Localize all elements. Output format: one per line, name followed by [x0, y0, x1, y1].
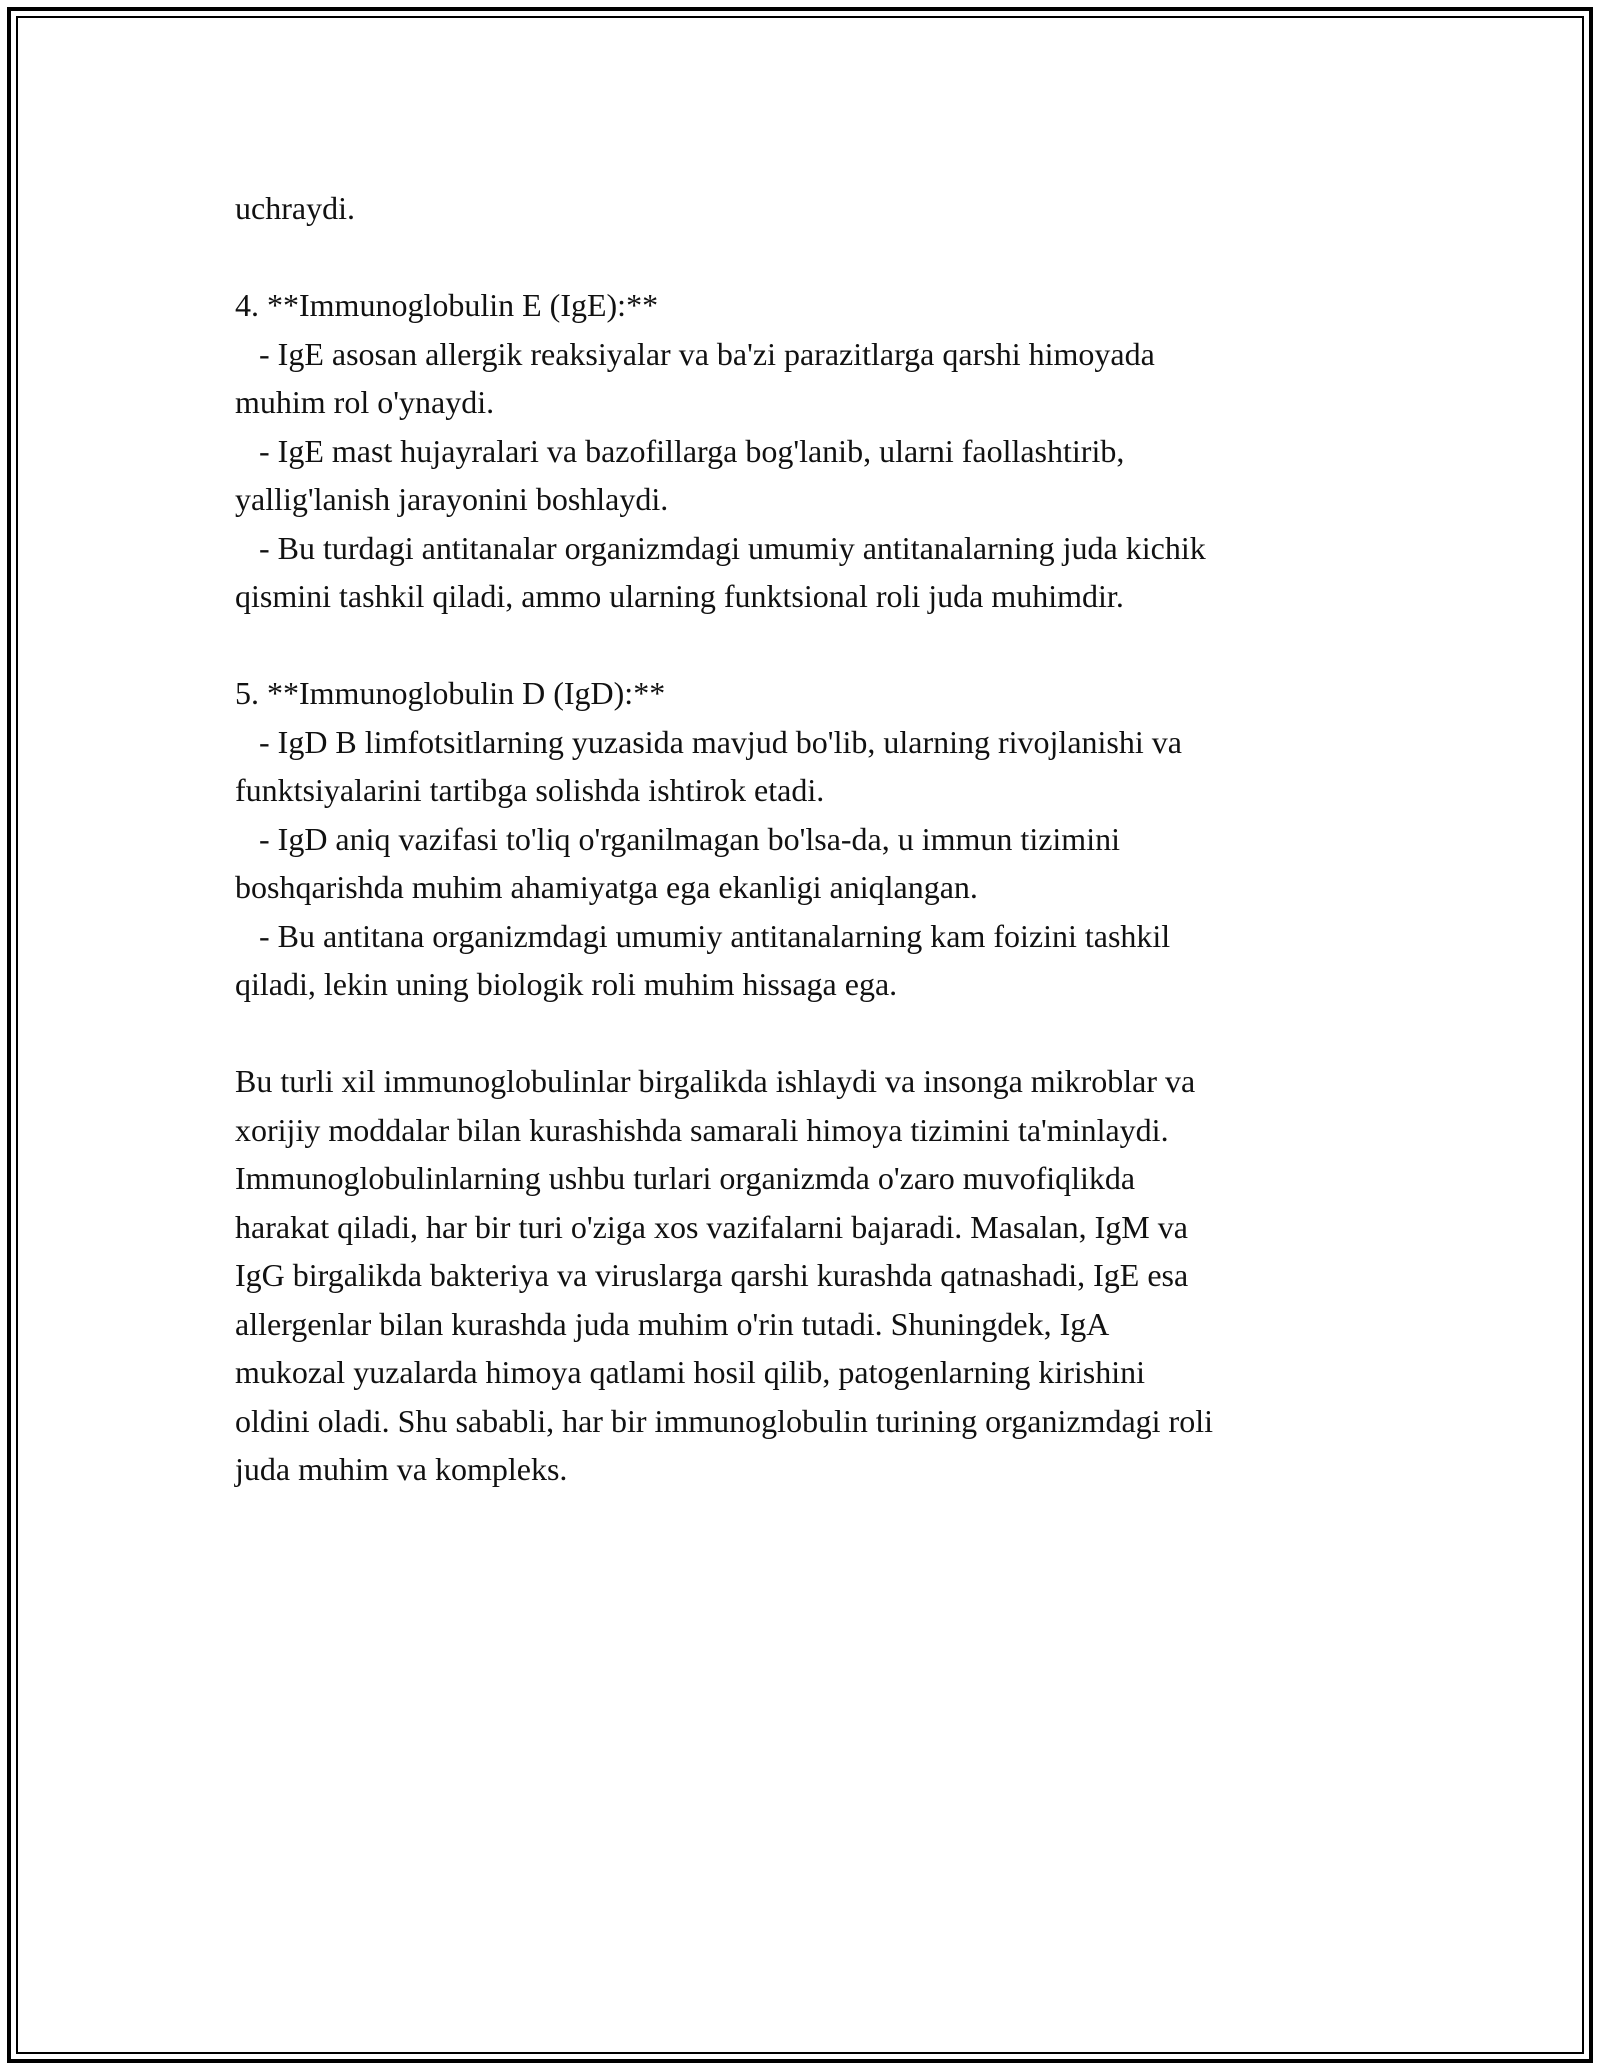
text-line: harakat qiladi, har bir turi o'ziga xos vazifalarni bajaradi. Masalan, IgM va — [235, 1208, 1188, 1245]
document-body — [235, 184, 1365, 1494]
text-line: Immunoglobulinlarning ushbu turlari organizmda o'zaro muvofiqlikda — [235, 1160, 1136, 1196]
section-heading-ige: 4. **Immunoglobulin E (IgE):** — [235, 287, 659, 323]
text-line: qiladi, lekin uning biologik roli muhim hissaga ega. — [235, 966, 898, 1002]
paragraph-gap — [235, 621, 1365, 670]
text-line: - IgD aniq vazifasi to'liq o'rganilmagan bo'lsa-da, u immun tizimini — [235, 820, 1120, 857]
text-line: - Bu antitana organizmdagi umumiy antitanalarning kam foizini tashkil — [235, 917, 1171, 954]
text-line: oldini oladi. Shu sababli, har bir immunoglobulin turining organizmdagi roli — [235, 1402, 1213, 1439]
text-line: qismini tashkil qiladi, ammo ularning funktsional roli juda muhimdir. — [235, 578, 1124, 614]
text-line: allergenlar bilan kurashda juda muhim o'rin tutadi. Shuningdek, IgA — [235, 1305, 1110, 1342]
section-heading-igd: 5. **Immunoglobulin D (IgD):** — [235, 675, 666, 711]
text-line: Bu turli xil immunoglobulinlar birgalikda ishlaydi va insonga mikroblar va — [235, 1063, 1196, 1099]
text-line: - IgD B limfotsitlarning yuzasida mavjud bo'lib, ularning rivojlanishi va — [235, 723, 1182, 760]
text-line: uchraydi. — [235, 190, 355, 226]
text-line: - IgE mast hujayralari va bazofillarga bog'lanib, ularni faollashtirib, — [235, 432, 1125, 469]
text-line: juda muhim va kompleks. — [235, 1451, 568, 1487]
text-line: muhim rol o'ynaydi. — [235, 384, 495, 420]
text-line: IgG birgalikda bakteriya va viruslarga qarshi kurashda qatnashadi, IgE esa — [235, 1257, 1189, 1293]
text-line: - Bu turdagi antitanalar organizmdagi umumiy antitanalarning juda kichik — [235, 529, 1206, 566]
paragraph-gap — [235, 1009, 1365, 1058]
text-line: boshqarishda muhim ahamiyatga ega ekanligi aniqlangan. — [235, 869, 978, 905]
text-line: funktsiyalarini tartibga solishda ishtirok etadi. — [235, 772, 825, 808]
text-line: mukozal yuzalarda himoya qatlami hosil qilib, patogenlarning kirishini — [235, 1354, 1146, 1390]
paragraph-gap — [235, 233, 1365, 282]
text-line: yallig'lanish jarayonini boshlaydi. — [235, 481, 669, 517]
text-line: xorijiy moddalar bilan kurashishda samarali himoya tizimini ta'minlaydi. — [235, 1111, 1169, 1148]
text-line: - IgE asosan allergik reaksiyalar va ba'zi parazitlarga qarshi himoyada — [235, 335, 1155, 372]
